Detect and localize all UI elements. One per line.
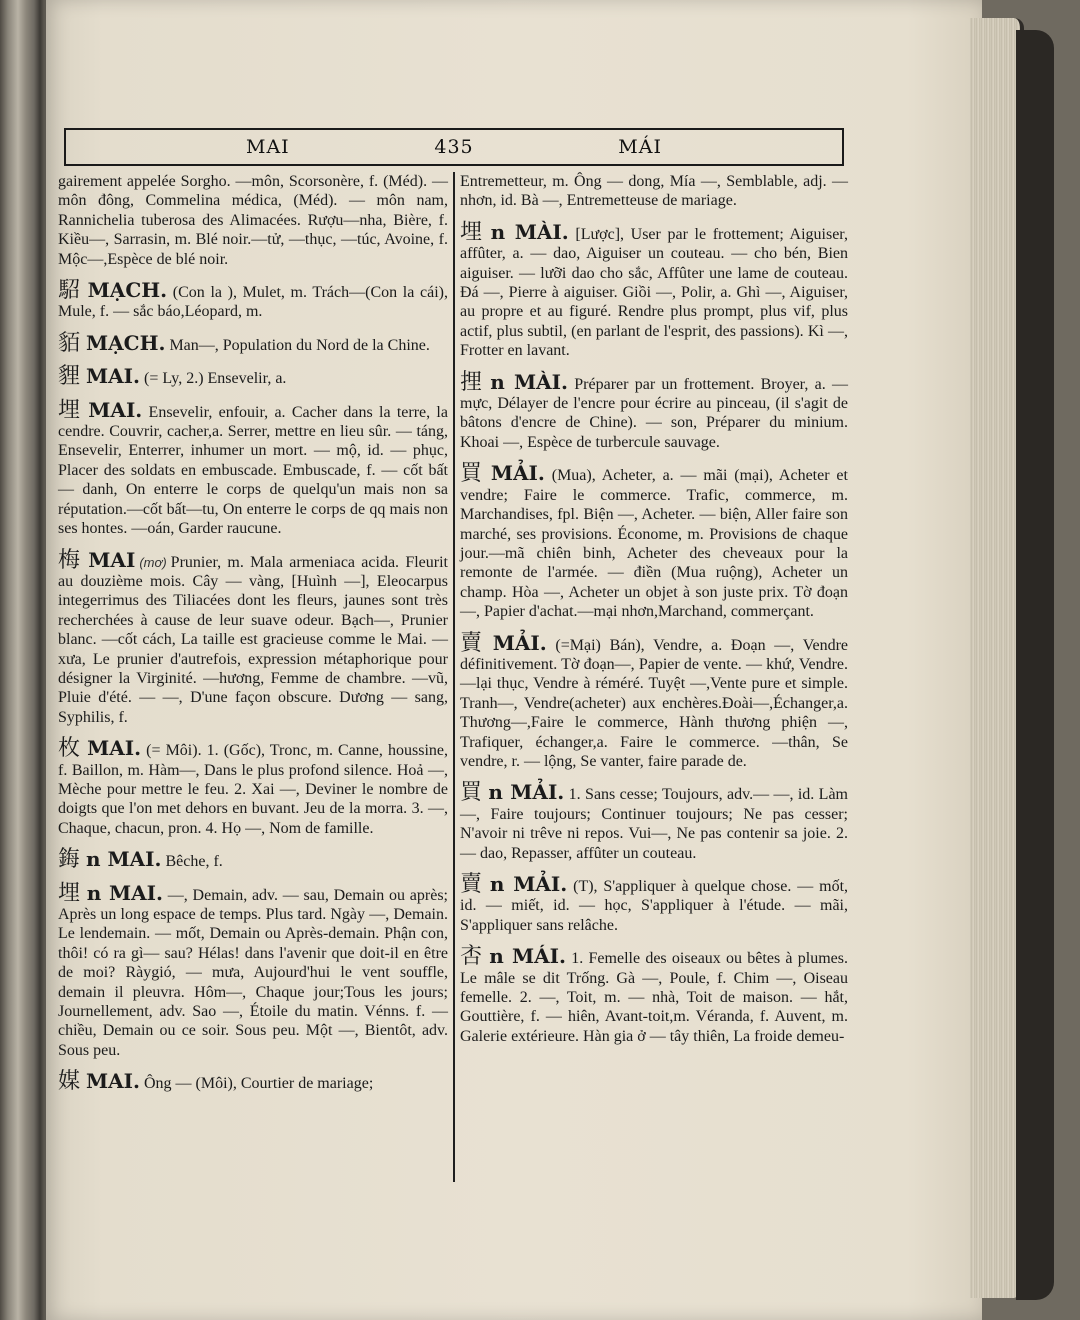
- dictionary-entry: [460, 219, 848, 361]
- entry-headword: n MAI.: [86, 880, 164, 905]
- entry-character: 駋: [58, 278, 82, 304]
- entry-body: Ông — (Môi), Courtier de mariage;: [144, 1075, 374, 1093]
- entry-body: Prunier, m. Mala armeniaca acida. Fleurit au douzième mois. Cây — vàng, [Huình —], Eleocarpus integerrimus des Tiliacées dont les fleurs, jaunes sont très recherchées à cause de leur suave odeur. Bạch—, Prunier blanc. —cốt cách, La taille est gracieuse comme le Mai. — xưa, Le prunier d'autrefois, expression métaphorique pour désigner la Virginité. —hương, Femme de chambre. —vũ, Pluie d'été. — —, D'une façon obscure. Dương — sang, Syphilis, f.: [58, 553, 448, 726]
- page-number: 435: [434, 136, 474, 158]
- entry-character: 㕻: [460, 944, 484, 970]
- entry-headword: MAI.: [86, 364, 140, 389]
- left-column: [58, 172, 448, 1106]
- entry-character: 買: [460, 461, 485, 487]
- entry-character: 賣: [460, 630, 487, 656]
- dictionary-entry: [58, 847, 448, 873]
- entry-character: 媒: [58, 1069, 81, 1095]
- entry-character: 賣: [460, 872, 484, 897]
- dictionary-entry: [460, 630, 849, 772]
- dictionary-entry: [58, 547, 448, 728]
- running-header: [64, 128, 844, 166]
- entry-headword: n MÁI.: [489, 944, 567, 969]
- entry-character: 鋂: [58, 847, 81, 873]
- entry-body: —, Demain, adv. — sau, Demain ou après; Après un long espace de temps. Plus tard. Ngày —, Demain. Le lendemain. — mốt, Demain ou Après-demain. Phận con, thôi! có ra gì— sau? Hélas! dans l'avenir que doit-il en être de moi? Ràygió, — mưa, Aujourd'hui le vent souffle, demain il pleuvra. Hôm—, Chaque jour;Tous les jours; Journellement, adv. Sao —, Étoile du matin. Vénns. f. — chiều, Demain ou ce soir. Sous peu. Một —, Bientôt, adv. Sous peu.: [58, 886, 448, 1059]
- dictionary-entry: [460, 872, 849, 935]
- dictionary-entry: [58, 278, 448, 322]
- entry-headword: MẠCH.: [87, 278, 168, 303]
- entry-body: Préparer par un frottement. Broyer, a. — mực, Délayer de l'encre pour écrire au pinceau, (il s'agit de bâtons d'encre de Chine). — son, Préparer du minium. Khoai —, Espèce de turbercule sauvage.: [460, 375, 848, 451]
- entry-headword: MAI.: [87, 736, 142, 761]
- dictionary-entry: [460, 780, 848, 863]
- entry-headword: MẢI.: [490, 461, 545, 486]
- entry-body: (=Mại) Bán), Vendre, a. Đoạn —, Vendre définitivement. Tờ đoạn—, Papier de vente. — khứ, Vendre.—lại thục, Vendre à réméré. Tuyệt —,Vente pure et simple. Tranh—, Vendre(acheter) aux enchères.Đoài—,Échanger,a. Thương—,Faire le commerce, Hành thương phiện —, Trafiquer, échanger,a. Faire le commerce. —thân, Se vendre, r. — lộng, Se vanter, faire parade de.: [460, 636, 849, 770]
- entry-headword: n MAI.: [86, 847, 162, 872]
- entry-headword: MẢI.: [492, 630, 547, 655]
- entry-character: 埋: [58, 397, 83, 423]
- dictionary-entry: [58, 364, 448, 390]
- dictionary-entry: [58, 397, 448, 539]
- entry-character: 埋: [460, 219, 485, 245]
- dictionary-entry: [460, 461, 848, 621]
- entry-body: [Lược], User par le frottement; Aiguiser, affûter, a. — dao, Aiguiser un couteau. — cho bén, Bien aiguiser. — lưỡi dao cho sắc, Affûter une lame de couteau. Đá —, Pierre à aiguiser. Giồi —, Polir, a. Ghì —, Aiguiser, au propre et au figuré. Rendre plus prompt, plus vif, plus actif, plus subtil, (en parlant de l'esprit, des passions). Kì —, Frotter en lavant.: [460, 225, 848, 360]
- entry-headword: MAI.: [88, 397, 143, 422]
- entry-continuation: [460, 172, 848, 211]
- entry-body: (T), S'appliquer à quelque chose. — mốt, id. — miết, id. — học, S'appliquer à l'étude. — mãi, S'appliquer sans relâche.: [460, 878, 849, 934]
- entry-character: 埋: [58, 880, 81, 906]
- entry-character: 貊: [58, 330, 81, 356]
- entry-body: (= Môi). 1. (Gốc), Tronc, m. Canne, houssine, f. Baillon, m. Hàm—, Dans le plus profond silence. Hoả —, Mèche pour mettre le feu. 2. Xai —, Deviner le nombre de doigts que l'on met dehors en buvant. Jeu de la morra. 3. —, Chaque, chacun, pron. 4. Họ —, Nom de famille.: [58, 742, 448, 837]
- book-cover: [1016, 30, 1054, 1300]
- handwritten-annotation: (mơ): [139, 554, 167, 570]
- entry-headword: MẠCH.: [86, 330, 166, 355]
- entry-headword: MAI.: [86, 1069, 140, 1094]
- right-column: [460, 172, 848, 1058]
- entry-headword: n MÀI.: [490, 219, 569, 244]
- column-divider: [453, 172, 455, 1182]
- dictionary-entry: [460, 369, 848, 453]
- entry-character: 捚: [460, 369, 485, 395]
- entry-body: Entremetteur, m. Ông — dong, Mía —, Semblable, adj. — nhơn, id. Bà —, Entremetteuse de mariage.: [460, 173, 848, 210]
- dictionary-entry: [58, 330, 448, 356]
- entry-body: Ensevelir, enfouir, a. Cacher dans la terre, la cendre. Couvrir, cacher,a. Serrer, mettre en lieu sûr. — táng, Ensevelir, Enterrer, inhumer un mort. — mộ, id. — phục, Placer des soldats en embuscade. Embuscade, f. — cốt bất — danh, On enterre le corps de quelqu'un mais non sa réputation.—cốt bất—tu, On enterre le corps de qq mais non ses hontes. —oán, Garder raucune.: [58, 403, 448, 538]
- entry-body: (Con la ), Mulet, m. Trách—(Con la cái), Mule, f. — sắc báo,Léopard, m.: [58, 284, 448, 321]
- dictionary-entry: [460, 944, 849, 1046]
- entry-body: Bêche, f.: [165, 853, 223, 871]
- entry-body: 1. Femelle des oiseaux ou bêtes à plumes. Le mâle se dit Trống. Gà —, Poule, f. Chim —, Oiseau femelle. 2. —, Toit, m. — nhà, Toit de maison. — hắt, Gouttière, f. — hiên, Avant-toit,m. Véranda, f. Auvent, m. Galerie extérieure. Hàn gia ở — tây thiên, La froide demeu-: [460, 950, 849, 1045]
- dictionary-entry: [58, 1069, 448, 1095]
- dictionary-entry: [58, 736, 448, 838]
- entry-continuation: [58, 172, 448, 269]
- entry-headword: MAI: [88, 547, 136, 572]
- entry-body: (= Ly, 2.) Ensevelir, a.: [144, 370, 287, 388]
- entry-body: gairement appelée Sorgho. —môn, Scorsonère, f. (Méd). — môn đông, Commelina médica, (Méd). — môn nam, Rannichelia tuberosa des Alimacées. Rượu—nha, Bière, f. Kiều—, Sarrasin, m. Blé noir.—tử, —thục, —túc, Avoine, f. Mộc—,Espèce de blé noir.: [58, 173, 448, 268]
- entry-headword: n MÀI.: [490, 369, 569, 394]
- entry-headword: n MẢI.: [489, 872, 568, 896]
- entry-character: 梅: [58, 547, 83, 573]
- dictionary-entry: [58, 880, 448, 1061]
- entry-character: 枚: [58, 736, 82, 762]
- entry-body: (Mua), Acheter, a. — mãi (mại), Acheter et vendre; Faire le commerce. Trafic, commerce, m. Marchandises, fpl. Biện —, Acheter. — biện, Aller faire son marché, ses provisions. Économe, m. Provisions de chaque jour.—mã chiên binh, Acheter des cheveaux pour la remonte de l'armée. — điền (Mua ruộng), Acheter un champ. Hòa —, Acheter un objet à son juste prix. Tờ đoạn —, Papier d'achat.—mại nhơn,Marchand, commerçant.: [460, 467, 848, 621]
- entry-character: 買: [460, 780, 483, 806]
- entry-body: 1. Sans cesse; Toujours, adv.— —, id. Làm—, Faire toujours; Continuer toujours; Ne pas cesser; N'avoir ni trêve ni repos. Vui—, Ne pas contenir sa joie. 2. — dao, Repasser, affûter un couteau.: [460, 786, 848, 862]
- entry-headword: n MẢI.: [488, 780, 565, 805]
- header-left-guideword: MAI: [246, 136, 290, 158]
- header-right-guideword: MÁI: [618, 136, 662, 158]
- entry-body: Man—, Population du Nord de la Chine.: [169, 336, 430, 354]
- entry-character: 貍: [58, 364, 81, 390]
